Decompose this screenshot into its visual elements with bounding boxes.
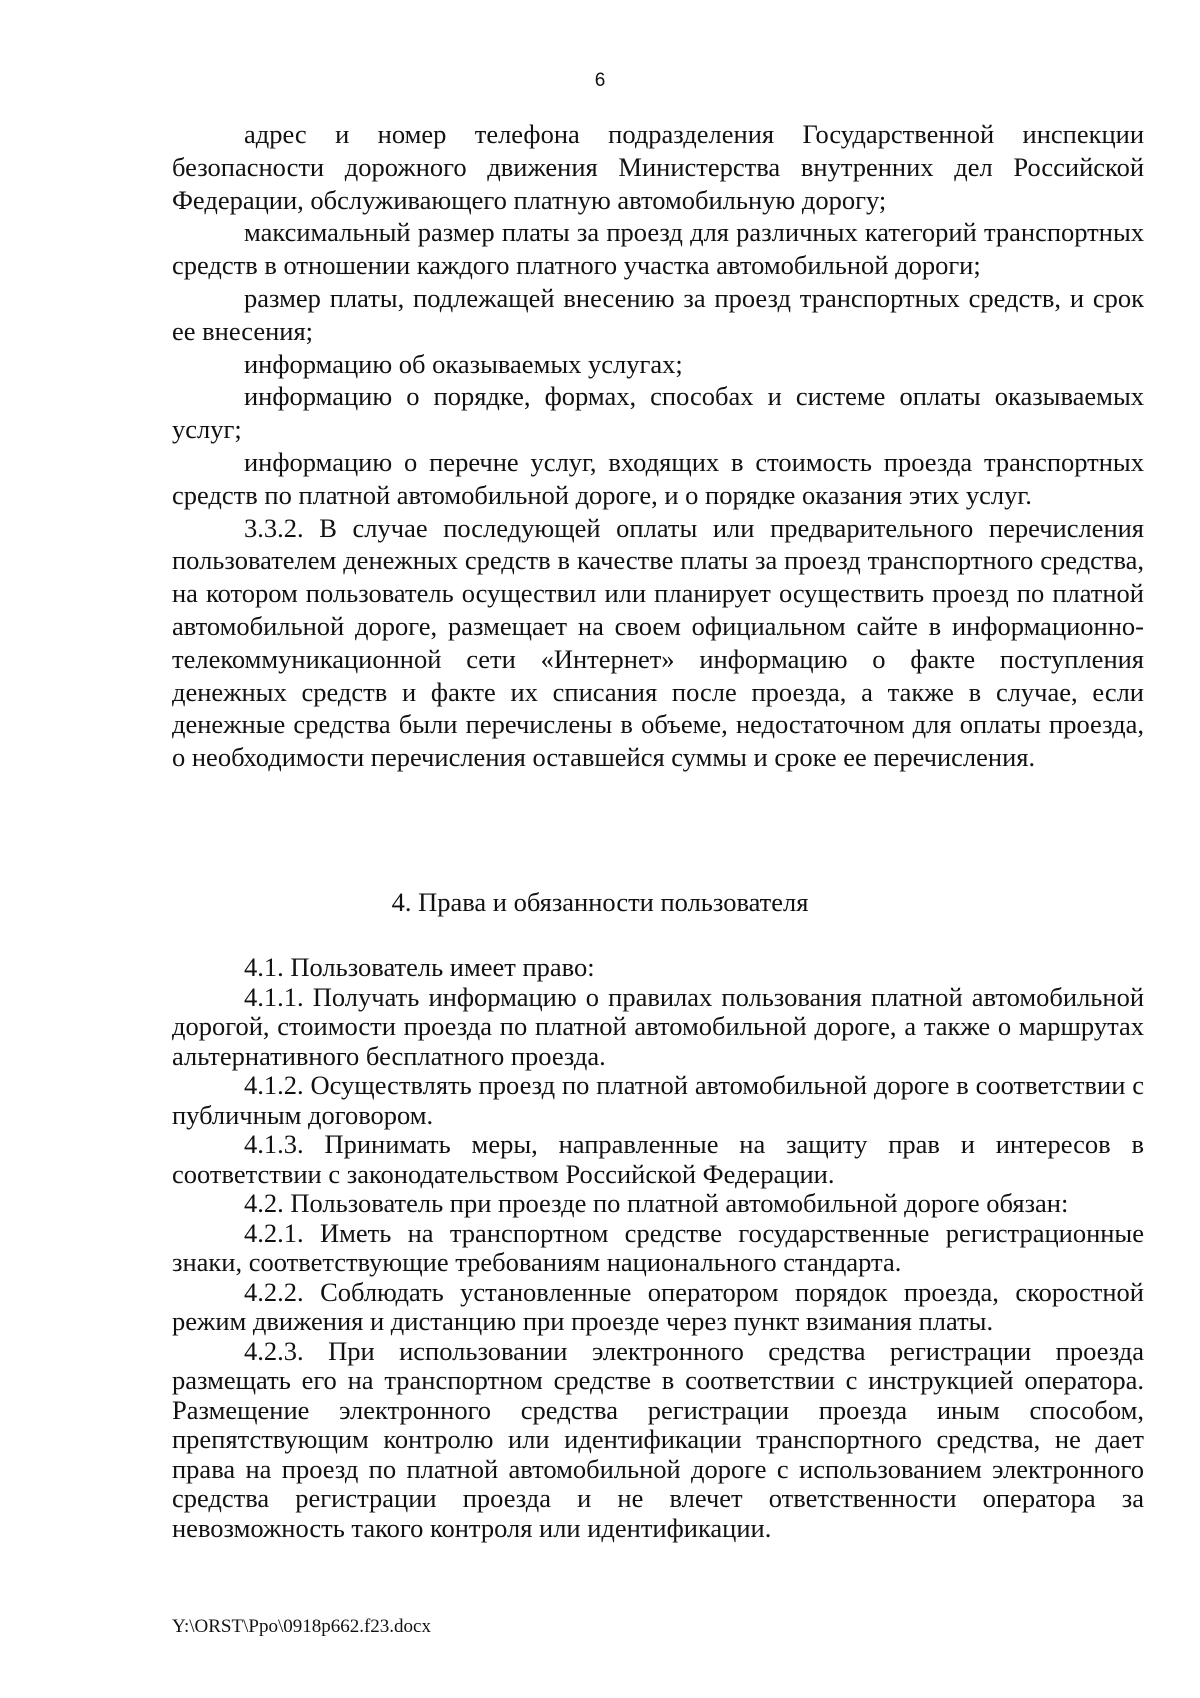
paragraph: размер платы, подлежащей внесению за проезд транспортных средств, и срок ее внесения; <box>172 282 1144 346</box>
paragraph: 3.3.2. В случае последующей оплаты или предварительного перечисления пользователем денежных средств в качестве платы за проезд транспортного средства, на котором пользователь осуществил или планирует осуществить проезд по платной автомобильной дороге, размещает на своем официальном сайте в информационно-телекоммуникационной сети «Интернет» информацию о факте поступления денежных средств и факте их списания после проезда, а также в случае, если денежные средства были перечислены в объеме, недостаточном для оплаты проезда, о необходимости перечисления оставшейся суммы и сроке ее перечисления. <box>172 512 1144 773</box>
page-number: 6 <box>594 70 606 91</box>
body-text-top <box>172 118 1144 774</box>
footer-file-path: Y:\ORST\Ppo\0918p662.f23.docx <box>172 1616 431 1637</box>
paragraph: 4.1. Пользователь имеет право: <box>244 952 595 982</box>
body-text-bottom <box>172 953 1144 1543</box>
paragraph: 4.2.2. Соблюдать установленные оператором порядок проезда, скоростной режим движения и дистанцию при проезде через пункт взимания платы. <box>172 1276 1144 1336</box>
paragraph: максимальный размер платы за проезд для различных категорий транспортных средств в отношении каждого платного участка автомобильной дороги; <box>172 217 1144 281</box>
paragraph: 4.1.3. Принимать меры, направленные на защиту прав и интересов в соответствии с законодательством Российской Федерации. <box>172 1129 1144 1189</box>
paragraph: информацию о порядке, формах, способах и системе оплаты оказываемых услуг; <box>172 381 1144 445</box>
paragraph: 4.1.1. Получать информацию о правилах пользования платной автомобильной дорогой, стоимости проезда по платной автомобильной дороге, а также о маршрутах альтернативного бесплатного проезда. <box>172 981 1144 1071</box>
paragraph: информацию о перечне услуг, входящих в стоимость проезда транспортных средств по платной автомобильной дороге, и о порядке оказания этих услуг. <box>172 446 1144 510</box>
paragraph: информацию об оказываемых услугах; <box>244 348 683 379</box>
paragraph: 4.2.1. Иметь на транспортном средстве государственные регистрационные знаки, соответствующие требованиям национального стандарта. <box>172 1217 1144 1277</box>
paragraph: адрес и номер телефона подразделения Государственной инспекции безопасности дорожного движения Министерства внутренних дел Российской Федерации, обслуживающего платную автомобильную дорогу; <box>172 119 1144 215</box>
paragraph: 4.2. Пользователь при проезде по платной автомобильной дороге обязан: <box>244 1188 1069 1218</box>
paragraph: 4.2.3. При использовании электронного средства регистрации проезда размещать его на транспортном средстве в соответствии с инструкцией оператора. Размещение электронного средства регистрации проезда иным способом, препятствующим контролю или идентификации транспортного средства, не дает права на проезд по платной автомобильной дороге с использованием электронного средства регистрации проезда и не влечет ответственности оператора за невозможность такого контроля или идентификации. <box>172 1335 1144 1543</box>
paragraph: 4.1.2. Осуществлять проезд по платной автомобильной дороге в соответствии с публичным договором. <box>172 1070 1144 1130</box>
section-heading: 4. Права и обязанности пользователя <box>391 887 809 917</box>
